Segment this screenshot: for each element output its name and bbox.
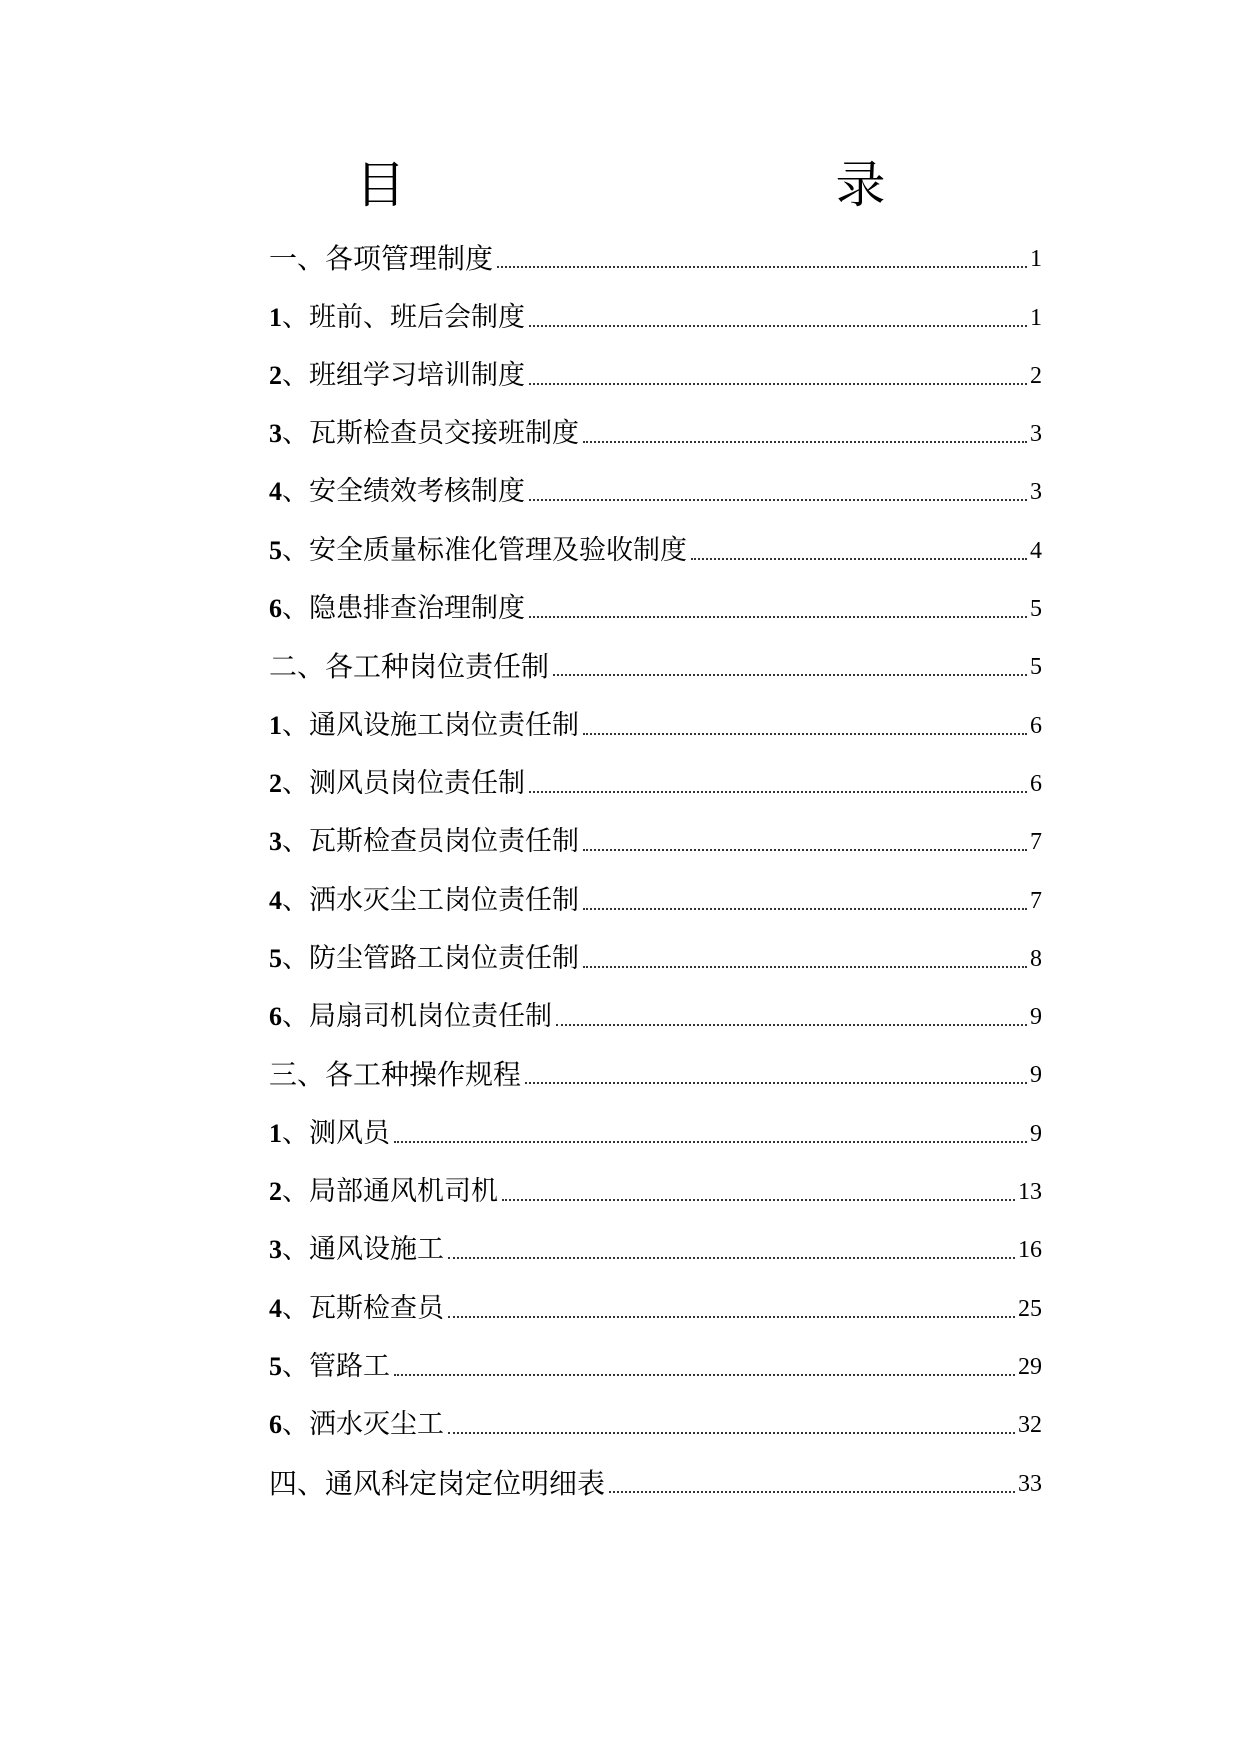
toc-page-number: 7 [1030, 887, 1042, 914]
toc-entry-number: 2 [269, 360, 282, 390]
toc-entry-title: 二、各工种岗位责任制 [269, 650, 550, 684]
toc-entry-label [269, 709, 579, 743]
toc-subsection-entry[interactable] [269, 1161, 1042, 1219]
toc-entry-label [269, 1350, 390, 1384]
toc-entry-number: 1 [269, 302, 282, 332]
toc-page-number: 32 [1018, 1412, 1042, 1439]
toc-page-number: 4 [1030, 537, 1042, 564]
toc-entry-number: 4 [269, 1293, 282, 1323]
toc-entry-number: 6 [269, 594, 282, 624]
toc-entry-number: 3 [269, 1235, 282, 1265]
toc-entry-title: 、瓦斯检查员交接班制度 [282, 418, 579, 450]
toc-subsection-entry[interactable] [269, 753, 1042, 811]
toc-page-number: 9 [1030, 1004, 1042, 1031]
toc-entry-title: 、安全绩效考核制度 [282, 476, 525, 508]
toc-page-number: 25 [1018, 1295, 1042, 1322]
toc-dot-leader [525, 1082, 1027, 1084]
toc-dot-leader [497, 266, 1027, 268]
toc-entry-number: 4 [269, 477, 282, 507]
toc-entry-title: 、班前、班后会制度 [282, 301, 525, 333]
toc-dot-leader [448, 1257, 1015, 1259]
toc-entry-title: 、安全质量标准化管理及验收制度 [282, 534, 687, 566]
toc-page-number: 2 [1030, 362, 1042, 389]
toc-entry-label [269, 1467, 605, 1501]
toc-page-number: 9 [1030, 1120, 1042, 1147]
toc-subsection-entry[interactable] [269, 811, 1042, 869]
toc-dot-leader [529, 383, 1027, 385]
toc-subsection-entry[interactable] [269, 1336, 1042, 1394]
toc-entry-number: 6 [269, 1410, 282, 1440]
toc-dot-leader [448, 1316, 1015, 1318]
toc-page-number: 9 [1030, 1062, 1042, 1089]
toc-subsection-entry[interactable] [269, 928, 1042, 986]
toc-page-number: 13 [1018, 1179, 1042, 1206]
toc-entry-label [269, 1000, 552, 1034]
toc-subsection-entry[interactable] [269, 694, 1042, 752]
toc-dot-leader [448, 1432, 1015, 1434]
toc-section-entry[interactable] [269, 228, 1042, 286]
toc-dot-leader [583, 908, 1027, 910]
toc-entry-title: 、洒水灭尘工岗位责任制 [282, 884, 579, 916]
toc-dot-leader [691, 558, 1027, 560]
toc-entry-label [269, 1233, 444, 1267]
toc-page-number: 3 [1030, 421, 1042, 448]
toc-subsection-entry[interactable] [269, 286, 1042, 344]
toc-entry-number: 2 [269, 1177, 282, 1207]
toc-subsection-entry[interactable] [269, 578, 1042, 636]
toc-entry-label [269, 1117, 390, 1151]
toc-entry-title: 四、通风科定岗定位明细表 [269, 1466, 606, 1500]
toc-entry-number: 2 [269, 768, 282, 798]
toc-entry-label [269, 650, 549, 684]
toc-entry-label [269, 884, 579, 918]
toc-subsection-entry[interactable] [269, 1277, 1042, 1335]
toc-dot-leader [583, 441, 1027, 443]
toc-page-number: 1 [1030, 304, 1042, 331]
toc-entry-title: 、隐患排查治理制度 [282, 593, 525, 625]
toc-entry-title: 、通风设施工岗位责任制 [282, 709, 579, 741]
toc-entry-title: 、瓦斯检查员 [282, 1292, 444, 1324]
toc-entry-number: 6 [269, 1002, 282, 1032]
toc-subsection-entry[interactable] [269, 519, 1042, 577]
toc-entry-label [269, 767, 525, 801]
toc-dot-leader [553, 674, 1027, 676]
toc-entry-number: 1 [269, 710, 282, 740]
toc-dot-leader [502, 1199, 1015, 1201]
toc-subsection-entry[interactable] [269, 461, 1042, 519]
toc-page-number: 6 [1030, 770, 1042, 797]
toc-entry-label [269, 1408, 444, 1442]
toc-entry-title: 、测风员 [282, 1117, 390, 1149]
toc-entry-label [269, 359, 525, 393]
toc-subsection-entry[interactable] [269, 986, 1042, 1044]
toc-dot-leader [529, 791, 1027, 793]
toc-dot-leader [609, 1491, 1015, 1493]
toc-entry-number: 5 [269, 535, 282, 565]
toc-entry-label [269, 417, 579, 451]
toc-entry-number: 3 [269, 419, 282, 449]
toc-entry-label [269, 942, 579, 976]
toc-page-number: 16 [1018, 1237, 1042, 1264]
toc-page-number: 8 [1030, 945, 1042, 972]
toc-dot-leader [583, 849, 1027, 851]
toc-entry-title: 、通风设施工 [282, 1234, 444, 1266]
toc-page-number: 6 [1030, 712, 1042, 739]
toc-entry-label [269, 534, 687, 568]
toc-entry-title: 、局扇司机岗位责任制 [282, 1001, 552, 1033]
toc-entry-number: 5 [269, 943, 282, 973]
toc-entry-title: 、测风员岗位责任制 [282, 767, 525, 799]
toc-dot-leader [394, 1374, 1015, 1376]
toc-subsection-entry[interactable] [269, 345, 1042, 403]
toc-section-entry[interactable] [269, 1452, 1042, 1510]
toc-subsection-entry[interactable] [269, 403, 1042, 461]
toc-entry-label [269, 1058, 521, 1092]
toc-entry-number: 3 [269, 827, 282, 857]
toc-dot-leader [529, 499, 1027, 501]
toc-section-entry[interactable] [269, 636, 1042, 694]
toc-subsection-entry[interactable] [269, 1102, 1042, 1160]
toc-entry-number: 5 [269, 1351, 282, 1381]
toc-dot-leader [394, 1141, 1027, 1143]
toc-entry-title: 一、各项管理制度 [269, 242, 494, 276]
toc-dot-leader [529, 325, 1027, 327]
toc-entry-label [269, 242, 493, 276]
toc-subsection-entry[interactable] [269, 1219, 1042, 1277]
toc-entry-title: 三、各工种操作规程 [269, 1058, 522, 1092]
toc-page-number: 7 [1030, 829, 1042, 856]
toc-entry-label [269, 1292, 444, 1326]
toc-entry-label [269, 1175, 498, 1209]
toc-entry-title: 、局部通风机司机 [282, 1176, 498, 1208]
toc-entry-number: 4 [269, 885, 282, 915]
toc-page-number: 5 [1030, 596, 1042, 623]
toc-entry-title: 、防尘管路工岗位责任制 [282, 942, 579, 974]
toc-page-number: 29 [1018, 1353, 1042, 1380]
toc-entry-label [269, 301, 525, 335]
toc-dot-leader [583, 966, 1027, 968]
toc-page-number: 1 [1030, 246, 1042, 273]
toc-subsection-entry[interactable] [269, 869, 1042, 927]
toc-subsection-entry[interactable] [269, 1394, 1042, 1452]
toc-page-number: 33 [1018, 1470, 1042, 1497]
toc-dot-leader [583, 733, 1027, 735]
toc-entry-title: 、瓦斯检查员岗位责任制 [282, 826, 579, 858]
toc-entry-number: 1 [269, 1118, 282, 1148]
toc-dot-leader [529, 616, 1027, 618]
toc-section-entry[interactable] [269, 1044, 1042, 1102]
toc-entry-label [269, 475, 525, 509]
toc-page-number: 3 [1030, 479, 1042, 506]
toc-entry-label [269, 592, 525, 626]
table-of-contents [269, 228, 1042, 1511]
toc-entry-title: 、班组学习培训制度 [282, 359, 525, 391]
toc-entry-label [269, 825, 579, 859]
toc-entry-title: 、洒水灭尘工 [282, 1409, 444, 1441]
toc-dot-leader [556, 1024, 1027, 1026]
toc-entry-title: 、管路工 [282, 1350, 390, 1382]
toc-title: 目 录 [355, 156, 996, 214]
toc-page-number: 5 [1030, 654, 1042, 681]
